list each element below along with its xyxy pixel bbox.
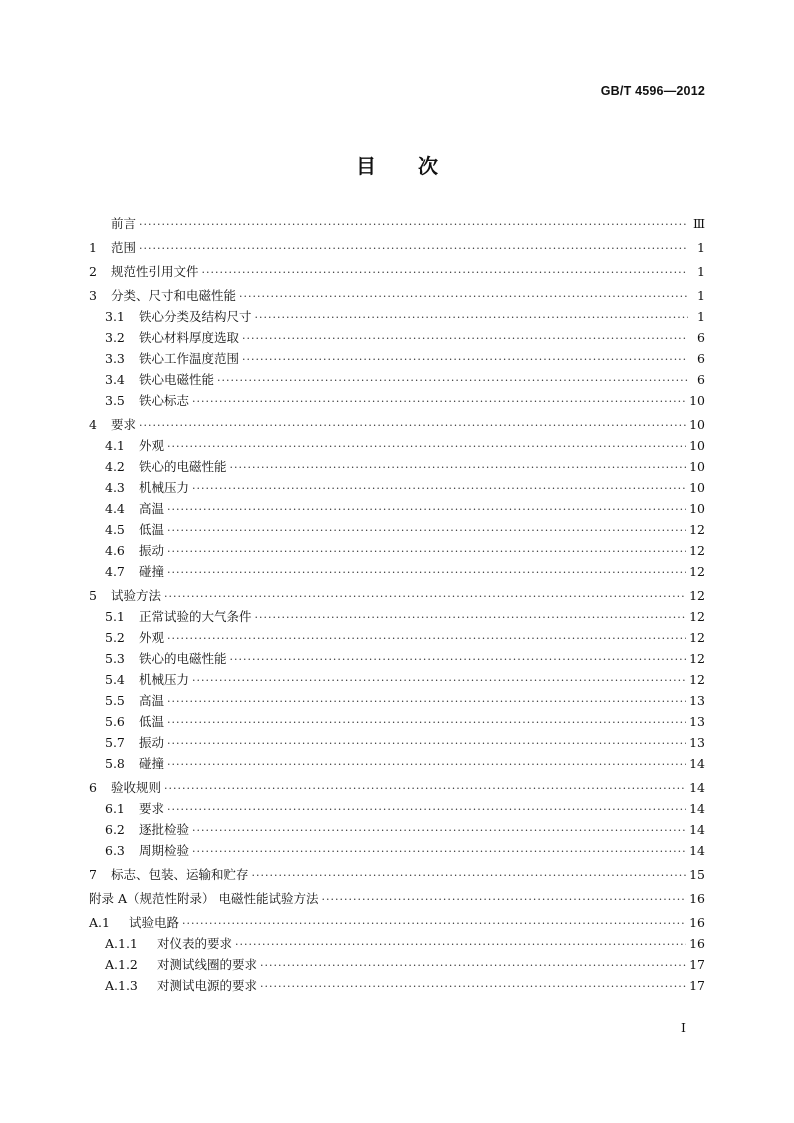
toc-entry-page: 12 — [689, 522, 705, 537]
toc-entry[interactable] — [89, 285, 705, 306]
toc-entry-label: 铁心材料厚度选取 — [139, 330, 240, 345]
toc-leader-dots — [139, 238, 688, 259]
toc-entry[interactable] — [89, 390, 705, 411]
toc-entry-page: 13 — [689, 693, 705, 708]
toc-entry-label: 要求 — [111, 417, 137, 432]
toc-leader-dots — [202, 262, 688, 283]
toc-entry-label: 对测试电源的要求 — [157, 978, 258, 993]
toc-entry-label: 振动 — [139, 543, 165, 558]
toc-entry-page: 10 — [689, 438, 705, 453]
toc-leader-dots — [239, 286, 688, 307]
toc-entry-label: 附录 A（规范性附录） 电磁性能试验方法 — [89, 891, 319, 906]
toc-entry-number: 5.6 — [105, 714, 125, 729]
toc-entry-page: 6 — [697, 330, 705, 345]
toc-entry-number: 6.2 — [105, 822, 125, 837]
toc-entry-page: 10 — [689, 393, 705, 408]
toc-entry-label: 前言 — [111, 216, 137, 231]
toc-leader-dots — [139, 415, 686, 436]
toc-entry-page: Ⅲ — [692, 216, 705, 231]
toc-leader-dots — [167, 541, 686, 562]
toc-entry-number: 6.1 — [105, 801, 125, 816]
toc-entry-page: 10 — [689, 480, 705, 495]
toc-entry[interactable] — [89, 819, 705, 840]
toc-leader-dots — [242, 349, 688, 370]
toc-leader-dots — [260, 955, 686, 976]
toc-leader-dots — [192, 841, 686, 862]
toc-entry-number: A.1.2 — [105, 957, 138, 972]
toc-entry-page: 1 — [697, 309, 705, 324]
toc-leader-dots — [230, 457, 687, 478]
toc-entry-page: 12 — [689, 564, 705, 579]
toc-leader-dots — [167, 628, 686, 649]
toc-entry-label: 铁心工作温度范围 — [139, 351, 240, 366]
toc-entry-page: 6 — [697, 351, 705, 366]
toc-leader-dots — [192, 820, 686, 841]
toc-entry-label: 正常试验的大气条件 — [139, 609, 252, 624]
toc-entry-page: 12 — [689, 651, 705, 666]
toc-entry-number: 6.3 — [105, 843, 125, 858]
toc-entry-page: 1 — [697, 288, 705, 303]
toc-entry-number: 7 — [89, 867, 97, 882]
toc-entry-number: 5.8 — [105, 756, 125, 771]
toc-entry-page: 14 — [689, 801, 705, 816]
toc-leader-dots — [167, 691, 686, 712]
toc-entry-label: 机械压力 — [139, 672, 190, 687]
page-title — [0, 150, 794, 179]
toc-entry[interactable] — [89, 690, 705, 711]
toc-entry-number: 3.4 — [105, 372, 125, 387]
toc-entry-page: 6 — [697, 372, 705, 387]
toc-leader-dots — [230, 649, 687, 670]
toc-entry-label: 对仪表的要求 — [157, 936, 233, 951]
title-part-1: 目 — [356, 154, 376, 178]
toc-entry-number: 5.2 — [105, 630, 125, 645]
toc-leader-dots — [192, 478, 686, 499]
toc-entry-label: 规范性引用文件 — [111, 264, 199, 279]
toc-leader-dots — [167, 799, 686, 820]
toc-entry-page: 10 — [689, 501, 705, 516]
toc-entry[interactable] — [89, 648, 705, 669]
toc-leader-dots — [164, 778, 686, 799]
toc-entry[interactable] — [89, 840, 705, 861]
toc-entry-page: 17 — [689, 978, 705, 993]
toc-entry-page: 17 — [689, 957, 705, 972]
toc-entry-number: 3.1 — [105, 309, 125, 324]
toc-entry[interactable] — [89, 327, 705, 348]
toc-entry-label: 高温 — [139, 501, 165, 516]
toc-entry[interactable] — [89, 369, 705, 390]
toc-leader-dots — [217, 370, 688, 391]
toc-entry-number: 4.5 — [105, 522, 125, 537]
toc-entry-page: 16 — [689, 915, 705, 930]
toc-entry[interactable] — [89, 732, 705, 753]
toc-leader-dots — [242, 328, 688, 349]
toc-entry-label: 振动 — [139, 735, 165, 750]
toc-leader-dots — [255, 607, 687, 628]
toc-leader-dots — [167, 499, 686, 520]
toc-entry-number: 4.6 — [105, 543, 125, 558]
toc-entry-number: 4.1 — [105, 438, 125, 453]
toc-leader-dots — [139, 214, 688, 235]
toc-leader-dots — [167, 733, 686, 754]
toc-entry[interactable] — [89, 261, 705, 282]
toc-entry-label: 范围 — [111, 240, 137, 255]
toc-entry-number: 4 — [89, 417, 97, 432]
toc-entry-label: 铁心的电磁性能 — [139, 459, 227, 474]
toc-entry[interactable] — [89, 540, 705, 561]
toc-entry[interactable] — [89, 753, 705, 774]
toc-entry[interactable] — [89, 888, 705, 909]
toc-leader-dots — [167, 520, 686, 541]
toc-entry[interactable] — [89, 711, 705, 732]
toc-entry-label: 对测试线圈的要求 — [157, 957, 258, 972]
toc-leader-dots — [255, 307, 688, 328]
toc-entry[interactable] — [89, 627, 705, 648]
toc-entry-label: 外观 — [139, 438, 165, 453]
toc-leader-dots — [182, 913, 686, 934]
standard-code: GB/T 4596—2012 — [600, 84, 705, 98]
toc-entry-number: 3.2 — [105, 330, 125, 345]
toc-entry-label: 高温 — [139, 693, 165, 708]
toc-entry[interactable] — [89, 213, 705, 234]
toc-entry[interactable] — [89, 777, 705, 798]
toc-entry-page: 14 — [689, 780, 705, 795]
toc-entry-label: 要求 — [139, 801, 165, 816]
toc-entry-label: 外观 — [139, 630, 165, 645]
toc-entry-label: 铁心分类及结构尺寸 — [139, 309, 252, 324]
toc-entry-page: 12 — [689, 543, 705, 558]
toc-entry-page: 12 — [689, 588, 705, 603]
toc-entry[interactable] — [89, 669, 705, 690]
toc-leader-dots — [260, 976, 686, 997]
toc-leader-dots — [167, 712, 686, 733]
toc-entry-label: 验收规则 — [111, 780, 162, 795]
toc-leader-dots — [235, 934, 686, 955]
toc-entry-label: 碰撞 — [139, 564, 165, 579]
toc-entry-label: 逐批检验 — [139, 822, 190, 837]
toc-entry-label: 标志、包装、运输和贮存 — [111, 867, 249, 882]
toc-entry[interactable] — [89, 414, 705, 435]
toc-entry-number: 4.2 — [105, 459, 125, 474]
toc-entry-page: 1 — [697, 264, 705, 279]
toc-entry-number: 4.3 — [105, 480, 125, 495]
toc-entry-number: 5.1 — [105, 609, 125, 624]
table-of-contents — [89, 213, 705, 996]
toc-entry-label: 碰撞 — [139, 756, 165, 771]
toc-entry[interactable] — [89, 477, 705, 498]
toc-entry-label: 铁心标志 — [139, 393, 190, 408]
toc-entry[interactable] — [89, 306, 705, 327]
toc-entry-number: 1 — [89, 240, 97, 255]
toc-entry-number: A.1.3 — [105, 978, 138, 993]
toc-entry[interactable] — [89, 606, 705, 627]
toc-entry-label: 铁心的电磁性能 — [139, 651, 227, 666]
toc-entry-page: 14 — [689, 822, 705, 837]
toc-entry-page: 16 — [689, 936, 705, 951]
toc-entry-number: 3.3 — [105, 351, 125, 366]
toc-leader-dots — [192, 670, 686, 691]
toc-entry-page: 10 — [689, 417, 705, 432]
toc-entry-page: 15 — [689, 867, 705, 882]
toc-entry-page: 1 — [697, 240, 705, 255]
toc-entry-number: A.1.1 — [105, 936, 138, 951]
toc-leader-dots — [167, 754, 686, 775]
toc-entry-number: 2 — [89, 264, 97, 279]
toc-entry[interactable] — [89, 864, 705, 885]
page-number: I — [681, 1020, 686, 1035]
toc-entry-number: 5 — [89, 588, 97, 603]
toc-entry-number: 5.4 — [105, 672, 125, 687]
toc-entry[interactable] — [89, 498, 705, 519]
toc-entry-page: 14 — [689, 756, 705, 771]
toc-entry[interactable] — [89, 954, 705, 975]
toc-entry-number: 5.7 — [105, 735, 125, 750]
toc-entry-page: 12 — [689, 672, 705, 687]
toc-leader-dots — [321, 889, 686, 910]
toc-entry[interactable] — [89, 933, 705, 954]
toc-entry[interactable] — [89, 435, 705, 456]
toc-entry[interactable] — [89, 237, 705, 258]
toc-entry-number: 4.4 — [105, 501, 125, 516]
toc-entry-number: 5.5 — [105, 693, 125, 708]
toc-entry[interactable] — [89, 585, 705, 606]
toc-entry-label: 试验方法 — [111, 588, 162, 603]
toc-entry-page: 14 — [689, 843, 705, 858]
toc-leader-dots — [252, 865, 687, 886]
toc-entry-label: 低温 — [139, 522, 165, 537]
toc-entry-number: 6 — [89, 780, 97, 795]
toc-entry-number: A.1 — [89, 915, 110, 930]
title-part-2: 次 — [418, 154, 438, 178]
toc-entry-page: 12 — [689, 630, 705, 645]
toc-leader-dots — [167, 562, 686, 583]
toc-entry-number: 5.3 — [105, 651, 125, 666]
toc-entry-page: 13 — [689, 714, 705, 729]
toc-entry-label: 铁心电磁性能 — [139, 372, 215, 387]
toc-entry-number: 4.7 — [105, 564, 125, 579]
toc-entry-label: 机械压力 — [139, 480, 190, 495]
toc-entry-label: 周期检验 — [139, 843, 190, 858]
toc-entry[interactable] — [89, 519, 705, 540]
toc-leader-dots — [164, 586, 686, 607]
toc-entry[interactable] — [89, 348, 705, 369]
toc-entry-label: 分类、尺寸和电磁性能 — [111, 288, 237, 303]
toc-entry-number: 3.5 — [105, 393, 125, 408]
toc-entry-page: 10 — [689, 459, 705, 474]
toc-entry[interactable] — [89, 975, 705, 996]
toc-entry-page: 12 — [689, 609, 705, 624]
toc-entry-label: 试验电路 — [129, 915, 180, 930]
toc-entry-page: 16 — [689, 891, 705, 906]
toc-entry[interactable] — [89, 912, 705, 933]
toc-entry-label: 低温 — [139, 714, 165, 729]
toc-entry[interactable] — [89, 561, 705, 582]
toc-entry[interactable] — [89, 798, 705, 819]
toc-leader-dots — [192, 391, 686, 412]
toc-entry-number: 3 — [89, 288, 97, 303]
toc-entry-page: 13 — [689, 735, 705, 750]
toc-leader-dots — [167, 436, 686, 457]
toc-entry[interactable] — [89, 456, 705, 477]
